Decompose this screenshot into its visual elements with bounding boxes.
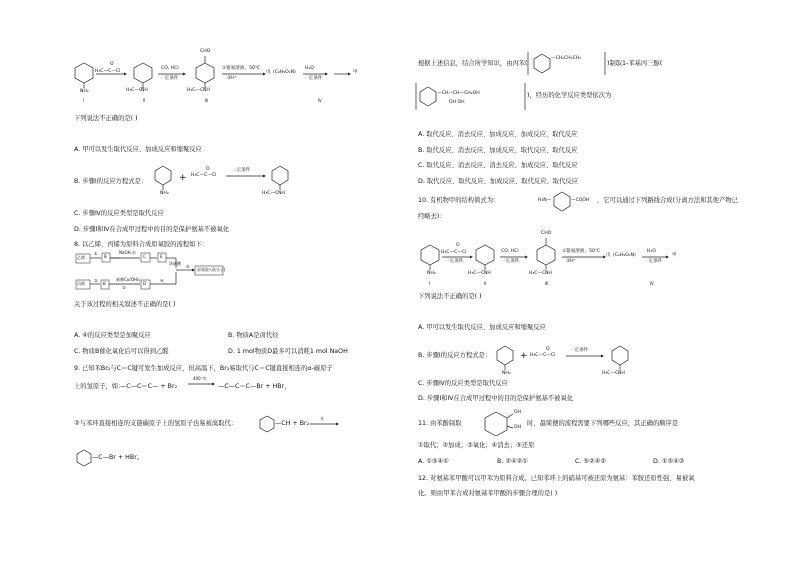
flow-polymer: 原氧胶 (高分子): [197, 267, 226, 272]
q10b-reagent: H₃C—C—Cl: [530, 353, 556, 358]
q10b-product-ring: [612, 346, 628, 365]
q10-option-c: C. 步骤Ⅳ的反应类型是取代反应: [418, 380, 508, 387]
s2-label-I: Ⅰ: [429, 281, 431, 286]
q8-option-d: D. 1 mol物质D最多可以消耗1 mol NaOH: [228, 348, 348, 355]
q7-option-d: D. 步骤Ⅰ和Ⅳ在合成甲过程中的目的是保护氨基不被氧化: [74, 226, 230, 233]
q11-reaction-list: ①取代；②加成；③氧化；④消去；⑤还原: [418, 442, 535, 449]
s2-amide-II: H₃C—C: [468, 271, 485, 276]
flow-B-top: B: [104, 254, 107, 259]
q9-eq-rhs: —C—C＝C—Br + HBr，: [218, 383, 291, 390]
arrow1-top: CO, HCl: [161, 66, 179, 71]
flow-C: C: [143, 254, 146, 259]
q7-option-c: C. 步骤Ⅳ的反应类型是取代反应: [74, 210, 164, 217]
s2-arrow3-bottom: ②H⁺: [566, 259, 576, 264]
s2-arrow2-bottom: 一定条件: [501, 259, 520, 264]
q10-option-a: A. 甲可以发生取代反应、加成反应和缩聚反应: [418, 324, 546, 331]
q7b-nh2: NH₂: [160, 191, 169, 196]
q9-l3-eq: —CH + Br₂: [275, 420, 310, 427]
q8-stem: 8. 以乙烯、丙烯为原料合成原氧胶的流程如下：: [74, 241, 208, 248]
s2-nh-II: NH: [484, 271, 491, 276]
q10-line1b: ，它可以通过下列路线合成(分离方法和其他产物已: [597, 197, 738, 204]
q9-eq-cond: 400 ℃: [193, 376, 207, 381]
s2-nh2: NH₂: [427, 271, 436, 276]
label-IV: Ⅳ: [318, 98, 322, 103]
q11-oh1: OH: [514, 410, 522, 415]
q7b-plus: +: [179, 173, 187, 183]
amide-prefix-III: H₃C—C: [187, 88, 204, 93]
q10-formula-right: —COOH: [571, 198, 590, 203]
q10b-aniline-ring: [497, 346, 513, 365]
flow-B: B: [103, 281, 106, 286]
s2-arrow4-top: H₂O: [647, 249, 656, 254]
q9-line3: ②与苯环直接相连的支链碳原子上的氢原子也易被溴取代：: [74, 420, 238, 427]
flow-E: E: [160, 254, 163, 259]
intro-part-b: )制取1-苯基丙三醇(: [607, 60, 663, 67]
q8-option-b: B. 物质A是卤代烃: [228, 332, 279, 339]
q9r-option-d: D. 取代反应、取代反应、加成反应、取代反应、取代反应: [418, 178, 578, 185]
intermediate-formula: (C₆H₉O₂N): [273, 70, 296, 75]
s2-reagent: H₃C—C—Cl: [441, 250, 467, 255]
q10-line1a: 10. 有机物甲的结构简式为：: [418, 197, 500, 204]
s2-intermediate-prefix: 戊: [606, 253, 611, 258]
s2-arrow1-bottom: 一定条件: [445, 259, 464, 264]
q10b-reagent-o: O: [546, 347, 550, 352]
s2-arrow4-bottom: 一定条件: [644, 259, 663, 264]
amide-prefix-II: H₃C—C: [126, 88, 143, 93]
product-label: 甲: [353, 70, 358, 75]
intro-part-c: )，经历的化学反应类型依次为: [527, 92, 612, 99]
reagent-o: O: [110, 62, 114, 67]
flow-cu: 新制Cu(OH)₂: [116, 277, 141, 282]
q7b-arrow-cond: 一定条件: [232, 168, 251, 173]
q10b-product-amide: H₃C—C: [602, 371, 619, 376]
q9-line1: 9. 已知苯Br₂与C＝C键可发生加成反应，但高温下，Br₂易取代与C＝C键直接相连的α-碳原子: [74, 365, 333, 372]
q11-line-b: 时，最简便的流程需要下列哪些反应，其正确的顺序是: [527, 420, 679, 427]
q10b-arrow-cond: 一定条件: [570, 348, 589, 353]
flow-n5: ⑤: [186, 264, 190, 269]
s2-nh-III: NH: [545, 271, 552, 276]
q11-option-d: D. ①⑤④②: [653, 458, 685, 465]
q8-option-a: A. ④的反应类型是加聚反应: [74, 332, 151, 339]
q9-line2: 上的氢原子，如：: [74, 383, 125, 390]
s2-intermediate: (C₆H₉O₂N): [613, 253, 636, 258]
flow-D: D: [143, 281, 147, 286]
glycerol-oh: OH OH: [449, 100, 465, 105]
q9-eq-lhs: —C—C＝C— + Br₂: [120, 383, 178, 390]
q11-oh2: OH: [514, 425, 522, 430]
label-II: Ⅱ: [143, 98, 145, 103]
intro-part-a: 根据上述信息，结合所学知识，由丙苯(: [418, 60, 528, 67]
scheme-nh2: NH₂: [80, 89, 89, 94]
q7b-product-nh: NH: [278, 191, 285, 196]
nh-II: NH: [141, 88, 148, 93]
q7-stem: 下列说法不正确的是( ): [74, 115, 138, 122]
cho-label: CHO: [200, 49, 211, 54]
q9r-option-a: A. 取代反应、消去反应、加成反应、加成反应、取代反应: [418, 131, 578, 138]
s2-label-III: Ⅲ: [545, 281, 548, 286]
q12-line2: 化。则由甲苯合成对氨基苯甲酸的步骤合理的是( ): [418, 490, 558, 497]
q7-option-b: B. 步骤Ⅰ的反应方程式是：: [74, 178, 148, 185]
flow-n4: ④: [160, 278, 164, 283]
q10-option-b: B. 步骤Ⅰ的反应方程式是：: [418, 352, 492, 359]
q7b-reagent-o: O: [206, 167, 210, 172]
s2-reagent-o: O: [456, 243, 460, 248]
q7-option-a: A. 甲可以发生取代反应、加成反应和缩聚反应: [74, 146, 202, 153]
q10b-nh2: NH₂: [502, 371, 511, 376]
cyclohexanediol-ring: [485, 412, 507, 436]
q11-option-c: C. ⑤②④②: [575, 458, 606, 465]
q11-option-a: A. ①⑤④①: [418, 458, 449, 465]
q9-line4: —C—Br + HBr。: [92, 454, 144, 461]
q11-option-b: B. ②④②①: [497, 458, 528, 465]
q10-formula-ring: [554, 192, 570, 211]
s2-label-IV: Ⅳ: [650, 281, 654, 286]
arrow1-bottom: 一定条件: [160, 76, 179, 81]
q8-option-c: C. 物质B催化氧化后可以得到乙醛: [74, 348, 169, 355]
reagent-acyl-chloride: H₃C—C—Cl: [95, 69, 121, 74]
q10b-product-nh: NH: [618, 371, 625, 376]
q7b-reagent: H₃C—C—Cl: [191, 173, 217, 178]
flow-n1: ①: [94, 251, 98, 256]
propylbenzene-ring: [534, 54, 550, 73]
label-I: Ⅰ: [83, 98, 85, 103]
q10b-plus: +: [520, 351, 528, 361]
q10-line2: 经略去)：: [418, 213, 446, 220]
flow-ethylene: 乙烯: [77, 255, 85, 260]
q10-stem: 下列说法不正确的是( ): [418, 293, 482, 300]
q8-question: 关于该过程的相关叙述不正确的是( ): [74, 301, 176, 308]
q10-formula-left: H₂N—: [538, 198, 552, 203]
s2-label-II: Ⅱ: [484, 281, 486, 286]
q10-option-d: D. 步骤Ⅰ和Ⅳ在合成甲过程中的目的是保护氨基不被氧化: [418, 395, 574, 402]
arrow2-top: ①银氨溶液，50℃: [222, 66, 261, 71]
s2-cho: CHO: [541, 231, 552, 236]
flow-cond: 浓硫酸: [169, 261, 181, 266]
flow-propylene: 丙烯: [77, 281, 85, 286]
q11-line-a: 11. 由苯酚制取: [418, 420, 462, 427]
s2-arrow3-top: ①银氨溶液，50℃: [562, 249, 601, 254]
scheme2-aldehyde-ring: [537, 245, 555, 265]
arrow4-bottom: 一定条件: [304, 76, 323, 81]
q9-l3-cond: 光: [320, 416, 324, 421]
nh-III: NH: [203, 88, 210, 93]
intermediate-prefix: 戊: [266, 70, 271, 75]
q7b-product-amide: H₃C—C: [262, 191, 279, 196]
flow-naoh: NaOH,水: [119, 250, 136, 255]
scheme2-aniline-ring: [421, 245, 439, 265]
s2-product: 甲: [672, 253, 677, 258]
scheme2-amide-ring: [476, 245, 494, 265]
q9r-option-b: B. 取代反应、消去反应、加成反应、取代反应、取代反应: [418, 147, 578, 154]
q9r-option-c: C. 取代反应、消去反应、消去反应、加成反应、取代反应: [418, 162, 578, 169]
label-III: Ⅲ: [205, 98, 208, 103]
arrow4-top: H₂O: [305, 66, 314, 71]
s2-amide-III: H₃C—C: [529, 271, 546, 276]
phenyl-glycerol-ring: [420, 87, 436, 106]
glycerol-chain: —CH—CH—CH₂OH: [437, 91, 480, 96]
q12-line1: 12. 对氨基苯甲酸可以甲苯为原料合成。已知苯环上的硝基可被还原为氨基：苯胺还原性强，易被氧: [418, 475, 695, 482]
propyl-substituent: —CH₂CH₂CH₃: [551, 56, 582, 61]
arrow2-bottom: ②H⁺: [227, 76, 237, 81]
s2-arrow2-top: CO, HCl: [501, 249, 519, 254]
flow-n3: ③: [122, 285, 126, 290]
flow-n2: ②: [94, 278, 98, 283]
